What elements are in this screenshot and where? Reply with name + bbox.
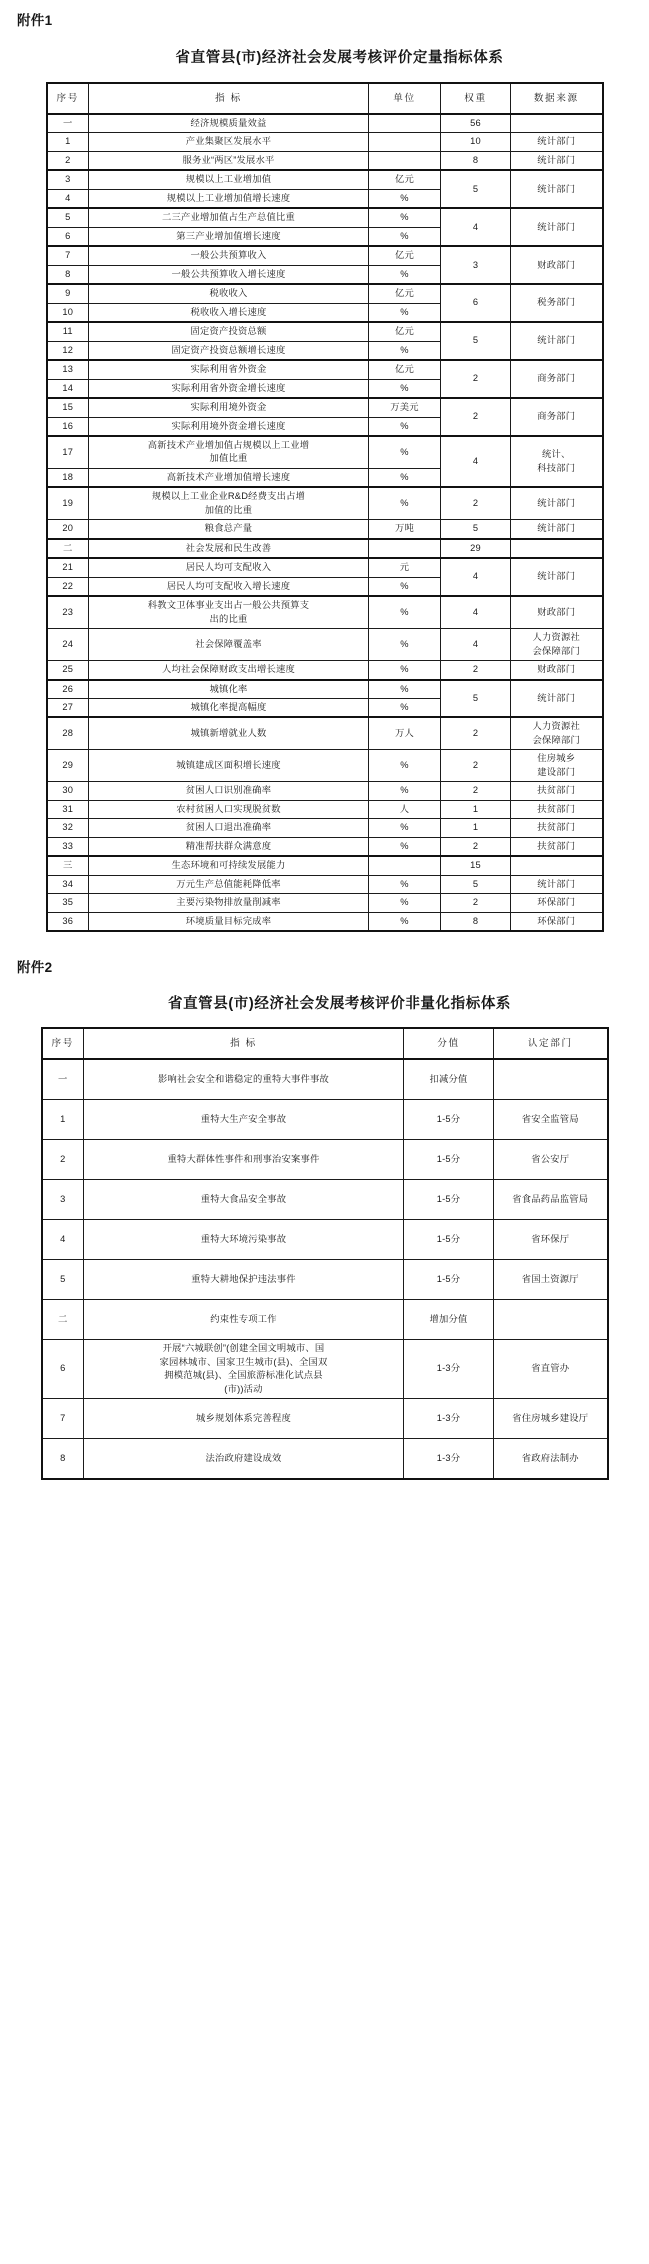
cell-no: 35 (47, 894, 89, 912)
cell-unit: % (369, 303, 441, 322)
cell2-dept: 省直管办 (494, 1340, 608, 1399)
cell-source: 财政部门 (511, 246, 603, 284)
cell-no: 13 (47, 360, 89, 379)
table2-body (42, 1059, 608, 1479)
col2-header-no: 序号 (42, 1028, 84, 1059)
table-row (47, 246, 603, 265)
cell-line: (市))活动 (224, 1383, 263, 1394)
cell-indicator: 一般公共预算收入 (89, 246, 369, 265)
cell-no: 18 (47, 468, 89, 487)
cell2-indicator: 重特大群体性事件和刑事治安案事件 (84, 1140, 404, 1180)
cell-weight: 4 (441, 558, 511, 596)
cell-unit: % (369, 819, 441, 837)
cell-unit: 万人 (369, 717, 441, 749)
cell-source: 财政部门 (511, 596, 603, 628)
cell-unit: % (369, 227, 441, 246)
cell2-dept (494, 1059, 608, 1100)
col-header-unit: 单位 (369, 83, 441, 114)
cell-indicator: 实际利用省外资金增长速度 (89, 379, 369, 398)
cell-weight: 2 (441, 750, 511, 782)
cell-source: 统计部门 (511, 680, 603, 718)
cell-line: 拥模范城(县)、全国旅游标准化试点县 (164, 1370, 323, 1381)
cell2-value: 1-5分 (404, 1100, 494, 1140)
cell2-no: 一 (42, 1059, 84, 1100)
cell-no: 30 (47, 782, 89, 800)
cell-weight: 4 (441, 208, 511, 246)
cell-line: 规模以上工业企业R&D经费支出占增 (151, 491, 306, 502)
cell-indicator: 农村贫困人口实现脱贫数 (89, 800, 369, 818)
cell-weight: 2 (441, 894, 511, 912)
cell-indicator: 经济规模质量效益 (89, 114, 369, 133)
cell2-indicator: 城乡规划体系完善程度 (84, 1398, 404, 1438)
cell-unit: 人 (369, 800, 441, 818)
cell-no: 33 (47, 837, 89, 856)
cell-indicator: 固定资产投资总额增长速度 (89, 341, 369, 360)
cell-indicator: 万元生产总值能耗降低率 (89, 875, 369, 893)
cell2-dept: 省国土资源厅 (494, 1260, 608, 1300)
cell-weight: 4 (441, 629, 511, 661)
cell-no: 27 (47, 699, 89, 718)
cell-weight: 8 (441, 151, 511, 170)
cell-indicator: 环境质量目标完成率 (89, 912, 369, 931)
cell-source: 统计部门 (511, 133, 603, 151)
cell2-no: 5 (42, 1260, 84, 1300)
cell-unit: % (369, 487, 441, 519)
cell-unit: % (369, 912, 441, 931)
table-row (47, 717, 603, 749)
col2-header-dept: 认定部门 (494, 1028, 608, 1059)
cell-source: 扶贫部门 (511, 837, 603, 856)
cell-source: 扶贫部门 (511, 800, 603, 818)
cell-unit: % (369, 577, 441, 596)
cell-source: 环保部门 (511, 912, 603, 931)
table-row (47, 680, 603, 699)
cell-source: 统计部门 (511, 875, 603, 893)
cell-indicator: 人均社会保障财政支出增长速度 (89, 661, 369, 680)
cell-source: 统计部门 (511, 322, 603, 360)
cell2-no: 8 (42, 1438, 84, 1479)
table-row (42, 1100, 608, 1140)
table-row (47, 322, 603, 341)
cell-unit: % (369, 417, 441, 436)
cell-weight: 1 (441, 819, 511, 837)
cell-indicator: 实际利用境外资金增长速度 (89, 417, 369, 436)
cell-unit: % (369, 894, 441, 912)
cell-indicator: 居民人均可支配收入 (89, 558, 369, 577)
cell-indicator: 粮食总产量 (89, 520, 369, 539)
cell-indicator: 实际利用省外资金 (89, 360, 369, 379)
cell2-value: 增加分值 (404, 1300, 494, 1340)
cell-no: 19 (47, 487, 89, 519)
cell-unit: % (369, 699, 441, 718)
cell-source (511, 629, 603, 661)
cell-unit (369, 856, 441, 875)
cell-indicator: 生态环境和可持续发展能力 (89, 856, 369, 875)
cell-weight: 2 (441, 360, 511, 398)
cell-indicator: 城镇建成区面积增长速度 (89, 750, 369, 782)
table2-head (42, 1028, 608, 1059)
cell2-indicator: 重特大食品安全事故 (84, 1180, 404, 1220)
nonquantitative-indicator-table (41, 1027, 609, 1480)
cell-indicator: 城镇新增就业人数 (89, 717, 369, 749)
cell2-no: 二 (42, 1300, 84, 1340)
cell-no: 25 (47, 661, 89, 680)
cell-source: 扶贫部门 (511, 819, 603, 837)
cell-line: 家园林城市、国家卫生城市(县)、全国双 (159, 1356, 328, 1367)
cell-source: 统计部门 (511, 170, 603, 208)
table1-body (47, 114, 603, 931)
cell-unit: % (369, 468, 441, 487)
cell2-value: 1-5分 (404, 1140, 494, 1180)
attachment2-title: 省直管县(市)经济社会发展考核评价非量化指标体系 (167, 996, 512, 1013)
cell-weight: 2 (441, 487, 511, 519)
cell2-dept: 省环保厅 (494, 1220, 608, 1260)
cell-weight: 4 (441, 596, 511, 628)
table1-header-row (47, 83, 603, 114)
cell-no: 32 (47, 819, 89, 837)
cell-no: 一 (47, 114, 89, 133)
cell2-indicator: 法治政府建设成效 (84, 1438, 404, 1479)
cell-weight: 5 (441, 680, 511, 718)
cell2-value: 1-5分 (404, 1180, 494, 1220)
cell-unit: % (369, 189, 441, 208)
cell-unit: % (369, 782, 441, 800)
cell-indicator: 二三产业增加值占生产总值比重 (89, 208, 369, 227)
cell2-no: 4 (42, 1220, 84, 1260)
section-row (47, 114, 603, 133)
cell2-indicator: 重特大耕地保护违法事件 (84, 1260, 404, 1300)
cell-weight: 3 (441, 246, 511, 284)
cell-indicator: 高新技术产业增加值增长速度 (89, 468, 369, 487)
cell-source (511, 750, 603, 782)
cell-no: 24 (47, 629, 89, 661)
table-row (42, 1260, 608, 1300)
cell-weight: 10 (441, 133, 511, 151)
cell-line: 加值比重 (209, 453, 248, 464)
cell-line: 出的比重 (209, 613, 248, 624)
cell-unit: % (369, 208, 441, 227)
cell-source (511, 539, 603, 558)
cell-no: 28 (47, 717, 89, 749)
cell-weight: 5 (441, 170, 511, 208)
cell-unit: 亿元 (369, 322, 441, 341)
table-row (47, 782, 603, 800)
cell-no: 5 (47, 208, 89, 227)
col-header-source: 数据来源 (511, 83, 603, 114)
cell-unit: % (369, 436, 441, 468)
cell-unit: 元 (369, 558, 441, 577)
cell-line: 科教文卫体事业支出占一般公共预算支 (147, 600, 310, 611)
cell-source (511, 856, 603, 875)
table-row (47, 894, 603, 912)
cell-no: 12 (47, 341, 89, 360)
cell-indicator: 规模以上工业增加值增长速度 (89, 189, 369, 208)
cell-indicator: 服务业“两区”发展水平 (89, 151, 369, 170)
table-row (47, 436, 603, 468)
table-row (47, 284, 603, 303)
col-header-indicator: 指 标 (89, 83, 369, 114)
cell-unit: 亿元 (369, 170, 441, 189)
cell-indicator: 产业集聚区发展水平 (89, 133, 369, 151)
cell-line: 会保障部门 (532, 645, 580, 656)
cell-line: 人力资源社 (532, 721, 580, 732)
table-row (47, 912, 603, 931)
cell-weight: 5 (441, 322, 511, 360)
table-row (47, 151, 603, 170)
cell-line: 高新技术产业增加值占规模以上工业增 (147, 439, 310, 450)
cell-line: 建设部门 (537, 766, 576, 777)
cell-no: 31 (47, 800, 89, 818)
cell2-dept: 省安全监管局 (494, 1100, 608, 1140)
cell-no: 9 (47, 284, 89, 303)
table-row (47, 661, 603, 680)
cell2-indicator: 重特大环境污染事故 (84, 1220, 404, 1260)
cell-unit: 万吨 (369, 520, 441, 539)
cell2-no: 7 (42, 1398, 84, 1438)
cell-no: 11 (47, 322, 89, 341)
attachment1-label: 附件1 (17, 13, 53, 28)
cell-indicator: 居民人均可支配收入增长速度 (89, 577, 369, 596)
cell2-value: 1-5分 (404, 1220, 494, 1260)
quantitative-indicator-table (46, 82, 604, 932)
cell-weight: 2 (441, 661, 511, 680)
cell-source: 统计部门 (511, 520, 603, 539)
cell-weight: 8 (441, 912, 511, 931)
table1-head (47, 83, 603, 114)
cell-line: 开展“六城联创”(创建全国文明城市、国 (162, 1343, 325, 1354)
cell-no: 29 (47, 750, 89, 782)
cell-unit: % (369, 875, 441, 893)
cell-line: 加值的比重 (204, 504, 253, 515)
col-header-no: 序号 (47, 83, 89, 114)
cell-indicator: 第三产业增加值增长速度 (89, 227, 369, 246)
cell-unit: % (369, 596, 441, 628)
cell-unit: % (369, 629, 441, 661)
cell2-value: 1-3分 (404, 1398, 494, 1438)
cell2-dept: 省公安厅 (494, 1140, 608, 1180)
cell-no: 4 (47, 189, 89, 208)
cell-indicator: 主要污染物排放量削减率 (89, 894, 369, 912)
table-row (47, 800, 603, 818)
cell-no: 14 (47, 379, 89, 398)
cell-unit (369, 133, 441, 151)
col-header-weight: 权重 (441, 83, 511, 114)
table-row (42, 1220, 608, 1260)
cell-no: 34 (47, 875, 89, 893)
table-row (47, 170, 603, 189)
cell-no: 16 (47, 417, 89, 436)
cell-unit: 亿元 (369, 246, 441, 265)
cell-weight: 5 (441, 875, 511, 893)
cell-no: 7 (47, 246, 89, 265)
cell-no: 二 (47, 539, 89, 558)
section-row (47, 539, 603, 558)
cell2-indicator (84, 1340, 404, 1399)
cell-unit: % (369, 265, 441, 284)
table-row (42, 1180, 608, 1220)
table-row (42, 1140, 608, 1180)
cell2-value: 1-3分 (404, 1438, 494, 1479)
cell-indicator: 税收收入增长速度 (89, 303, 369, 322)
table-row (47, 750, 603, 782)
cell-unit: % (369, 341, 441, 360)
cell-no: 2 (47, 151, 89, 170)
cell2-no: 6 (42, 1340, 84, 1399)
cell-source: 财政部门 (511, 661, 603, 680)
cell-unit: % (369, 750, 441, 782)
cell-weight: 2 (441, 837, 511, 856)
table-row (42, 1438, 608, 1479)
cell-no: 1 (47, 133, 89, 151)
cell-indicator: 社会保障覆盖率 (89, 629, 369, 661)
cell-indicator (89, 436, 369, 468)
table-row (47, 487, 603, 519)
cell2-value: 1-3分 (404, 1340, 494, 1399)
cell-weight: 56 (441, 114, 511, 133)
cell-weight: 6 (441, 284, 511, 322)
cell-source: 环保部门 (511, 894, 603, 912)
table-row (42, 1340, 608, 1399)
cell-indicator: 城镇化率 (89, 680, 369, 699)
cell-indicator (89, 596, 369, 628)
cell-no: 10 (47, 303, 89, 322)
cell-no: 36 (47, 912, 89, 931)
cell2-no: 2 (42, 1140, 84, 1180)
cell-unit: % (369, 680, 441, 699)
cell2-indicator: 约束性专项工作 (84, 1300, 404, 1340)
cell-unit: 万美元 (369, 398, 441, 417)
section-row (42, 1300, 608, 1340)
cell-no: 三 (47, 856, 89, 875)
cell-no: 20 (47, 520, 89, 539)
cell2-dept: 省住房城乡建设厅 (494, 1398, 608, 1438)
cell-weight: 1 (441, 800, 511, 818)
cell-weight: 2 (441, 782, 511, 800)
cell-line: 会保障部门 (532, 734, 580, 745)
cell2-dept: 省政府法制办 (494, 1438, 608, 1479)
cell-source: 税务部门 (511, 284, 603, 322)
cell-unit: % (369, 379, 441, 398)
table-row (47, 360, 603, 379)
cell2-indicator: 重特大生产安全事故 (84, 1100, 404, 1140)
cell-indicator: 城镇化率提高幅度 (89, 699, 369, 718)
cell2-value: 1-5分 (404, 1260, 494, 1300)
cell-line: 科技部门 (537, 462, 576, 473)
table-row (47, 520, 603, 539)
cell-unit (369, 114, 441, 133)
cell-indicator: 税收收入 (89, 284, 369, 303)
cell-no: 15 (47, 398, 89, 417)
attachment1-title: 省直管县(市)经济社会发展考核评价定量指标体系 (175, 50, 504, 66)
cell-weight: 2 (441, 717, 511, 749)
cell-indicator: 规模以上工业增加值 (89, 170, 369, 189)
cell-source: 统计部门 (511, 558, 603, 596)
table-row (47, 875, 603, 893)
cell-source: 商务部门 (511, 398, 603, 436)
table2-header-row (42, 1028, 608, 1059)
table-row (47, 837, 603, 856)
cell-weight: 15 (441, 856, 511, 875)
cell2-no: 3 (42, 1180, 84, 1220)
cell-no: 6 (47, 227, 89, 246)
cell2-no: 1 (42, 1100, 84, 1140)
section-row (42, 1059, 608, 1100)
cell-line: 住房城乡 (537, 753, 576, 764)
table-row (47, 133, 603, 151)
cell-no: 22 (47, 577, 89, 596)
table-row (47, 398, 603, 417)
cell2-indicator: 影响社会安全和谐稳定的重特大事件事故 (84, 1059, 404, 1100)
cell-source (511, 436, 603, 487)
cell-weight: 4 (441, 436, 511, 487)
cell2-value: 扣减分值 (404, 1059, 494, 1100)
cell-weight: 2 (441, 398, 511, 436)
cell2-dept: 省食品药品监管局 (494, 1180, 608, 1220)
table-row (42, 1398, 608, 1438)
cell-unit (369, 539, 441, 558)
cell-indicator: 社会发展和民生改善 (89, 539, 369, 558)
cell-source: 统计部门 (511, 151, 603, 170)
cell-no: 23 (47, 596, 89, 628)
cell-no: 17 (47, 436, 89, 468)
table-row (47, 596, 603, 628)
cell-indicator: 贫困人口识别准确率 (89, 782, 369, 800)
cell-source (511, 114, 603, 133)
cell-unit: 亿元 (369, 360, 441, 379)
cell-source: 统计部门 (511, 208, 603, 246)
cell-source: 扶贫部门 (511, 782, 603, 800)
attachment2-label: 附件2 (17, 960, 53, 976)
cell2-dept (494, 1300, 608, 1340)
cell-no: 21 (47, 558, 89, 577)
cell-indicator: 实际利用境外资金 (89, 398, 369, 417)
cell-indicator: 固定资产投资总额 (89, 322, 369, 341)
table-row (47, 629, 603, 661)
cell-weight: 5 (441, 520, 511, 539)
cell-no: 3 (47, 170, 89, 189)
cell-unit: % (369, 661, 441, 680)
cell-no: 8 (47, 265, 89, 284)
cell-indicator: 精准帮扶群众满意度 (89, 837, 369, 856)
cell-indicator: 一般公共预算收入增长速度 (89, 265, 369, 284)
cell-line: 统计、 (542, 449, 571, 460)
cell-unit: % (369, 837, 441, 856)
section-row (47, 856, 603, 875)
table-row (47, 208, 603, 227)
cell-indicator (89, 487, 369, 519)
col2-header-indicator: 指 标 (84, 1028, 404, 1059)
col2-header-value: 分值 (404, 1028, 494, 1059)
cell-unit: 亿元 (369, 284, 441, 303)
cell-source (511, 717, 603, 749)
cell-source: 商务部门 (511, 360, 603, 398)
table-row (47, 558, 603, 577)
cell-unit (369, 151, 441, 170)
cell-indicator: 贫困人口退出准确率 (89, 819, 369, 837)
cell-line: 人力资源社 (532, 632, 580, 643)
cell-source: 统计部门 (511, 487, 603, 519)
table-row (47, 819, 603, 837)
cell-weight: 29 (441, 539, 511, 558)
cell-no: 26 (47, 680, 89, 699)
